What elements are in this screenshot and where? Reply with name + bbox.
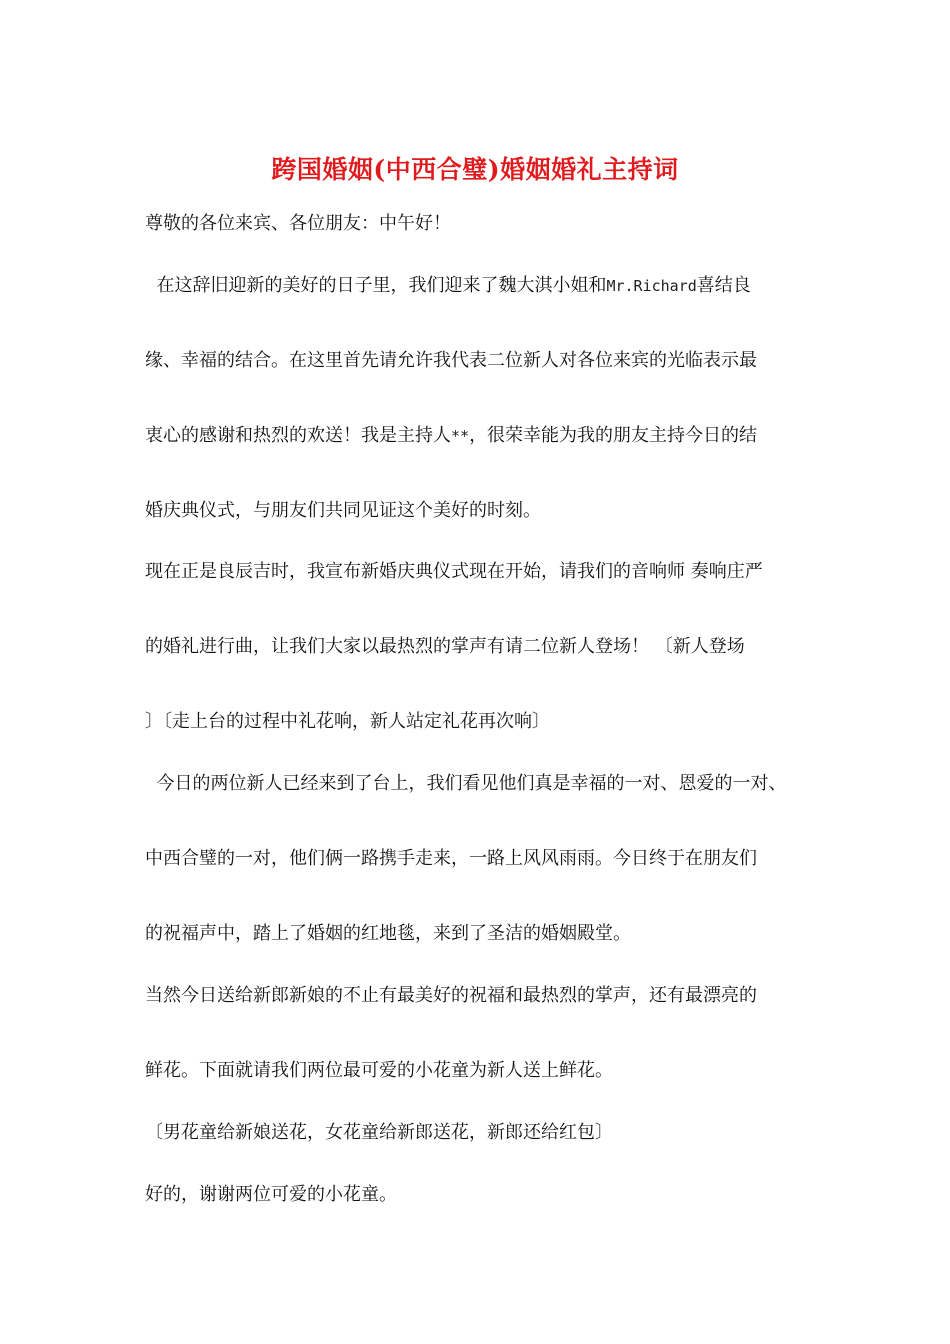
paragraph-line: 〔男花童给新娘送花，女花童给新郎送花，新郎还给红包〕	[145, 1122, 613, 1143]
paragraph-line: 当然今日送给新郎新娘的不止有最美好的祝福和最热烈的掌声，还有最漂亮的	[145, 985, 757, 1006]
paragraph-line: 尊敬的各位来宾、各位朋友：中午好！	[145, 213, 451, 234]
line-text: 在这辞旧迎新的美好的日子里，我们迎来了魏大淇小姐和	[145, 275, 607, 296]
paragraph-line: 〕〔走上台的过程中礼花响，新人站定礼花再次响〕	[145, 711, 550, 732]
paragraph-line: 中西合璧的一对，他们俩一路携手走来，一路上风风雨雨。今日终于在朋友们	[145, 848, 757, 869]
paragraph-line	[145, 425, 757, 447]
paragraph-line	[145, 275, 751, 297]
paragraph-line: 好的，谢谢两位可爱的小花童。	[145, 1184, 397, 1205]
paragraph-line: 的祝福声中，踏上了婚姻的红地毯，来到了圣洁的婚姻殿堂。	[145, 923, 631, 944]
paragraph-line: 缘、幸福的结合。在这里首先请允许我代表二位新人对各位来宾的光临表示最	[145, 350, 757, 371]
paragraph-line: 今日的两位新人已经来到了台上，我们看见他们真是幸福的一对、恩爱的一对、	[145, 773, 787, 794]
name-latin: Mr.Richard	[606, 277, 697, 295]
paragraph-line: 的婚礼进行曲，让我们大家以最热烈的掌声有请二位新人登场！ 〔新人登场	[145, 636, 745, 657]
host-name-placeholder: **	[451, 427, 470, 445]
paragraph-line: 婚庆典仪式，与朋友们共同见证这个美好的时刻。	[145, 500, 541, 521]
line-text: 衷心的感谢和热烈的欢送！我是主持人	[145, 425, 451, 446]
document-title: 跨国婚姻(中西合璧)婚姻婚礼主持词	[271, 155, 679, 184]
paragraph-line: 鲜花。下面就请我们两位最可爱的小花童为新人送上鲜花。	[145, 1060, 613, 1081]
line-text: ，很荣幸能为我的朋友主持今日的结	[469, 425, 758, 446]
line-text: 喜结良	[696, 275, 751, 296]
paragraph-line: 现在正是良辰吉时，我宣布新婚庆典仪式现在开始，请我们的音响师 奏响庄严	[145, 561, 763, 582]
